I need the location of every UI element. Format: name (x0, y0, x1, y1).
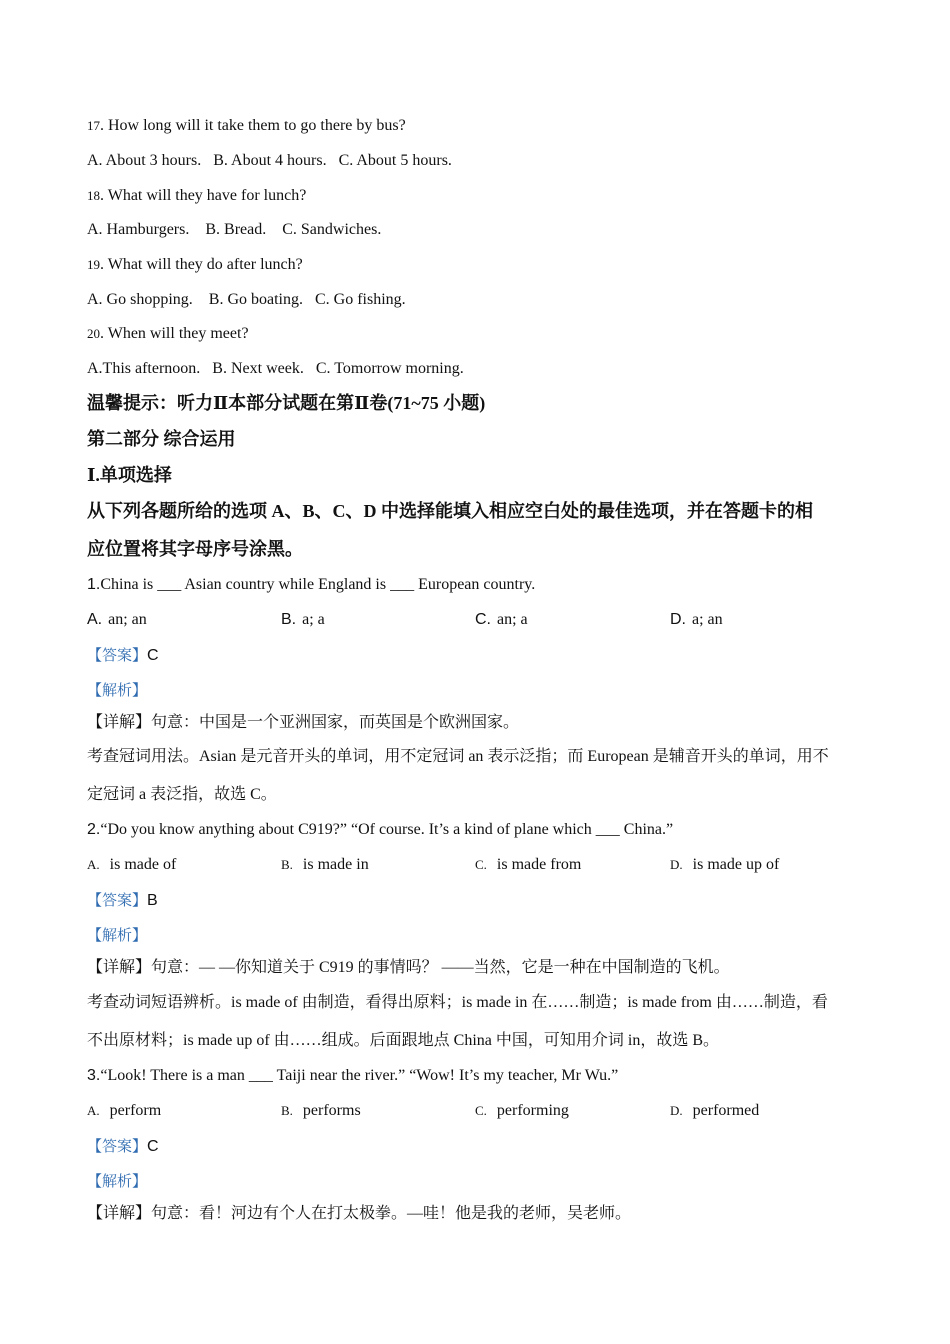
answer-label: 【答案】 (87, 646, 148, 664)
question-stem: China is ___ Asian country while England is ___ European country. (100, 576, 536, 593)
section-title: Ⅰ.单项选择 (87, 465, 172, 485)
analysis-label: 【解析】 (87, 926, 148, 944)
question-stem: “Look! There is a man ___ Taiji near the river.” “Wow! It’s my teacher, Mr Wu.” (100, 1067, 619, 1084)
option-a: A. an; an (87, 611, 147, 628)
option-a: A. perform (87, 1102, 162, 1119)
question-number: 2. (87, 821, 101, 838)
listening-options-19: A. Go shopping. B. Go boating. C. Go fishing. (87, 291, 406, 308)
option-b: B. a; a (281, 611, 325, 628)
question-text: How long will it take them to go there by bus? (108, 117, 406, 134)
answer-label: 【答案】 (87, 891, 148, 909)
part-title: 第二部分 综合运用 (87, 429, 236, 449)
answer-label: 【答案】 (87, 1137, 148, 1155)
question-number: 18 (87, 188, 100, 203)
question-number: 1. (87, 576, 101, 593)
analysis-label: 【解析】 (87, 681, 148, 699)
explanation-line-2: 定冠词 a 表泛指，故选 C。 (87, 786, 277, 803)
listening-options-17: A. About 3 hours. B. About 4 hours. C. About 5 hours. (87, 152, 452, 169)
detail-text: 【详解】句意：中国是一个亚洲国家，而英国是个欧洲国家。 (87, 714, 520, 731)
listening-question-18: 18. What will they have for lunch? (87, 187, 307, 204)
explanation-line-1: 考查冠词用法。Asian 是元音开头的单词，用不定冠词 an 表示泛指；而 European 是辅音开头的单词，用不 (87, 748, 829, 765)
answer-line (87, 889, 158, 912)
listening-question-20: 20. When will they meet? (87, 325, 249, 342)
question-text: What will they have for lunch? (107, 187, 307, 204)
question-1 (87, 574, 535, 596)
option-c: C. performing (475, 1102, 569, 1119)
question-text: What will they do after lunch? (107, 256, 303, 273)
option-d: D. performed (670, 1102, 760, 1119)
answer-line (87, 1135, 159, 1158)
question-stem: “Do you know anything about C919?” “Of course. It’s a kind of plane which ___ China.” (100, 821, 674, 838)
analysis-label: 【解析】 (87, 1172, 148, 1190)
listening-options-20: A.This afternoon. B. Next week. C. Tomorrow morning. (87, 360, 464, 377)
answer-line (87, 644, 159, 667)
instruction-line-1: 从下列各题所给的选项 A、B、C、D 中选择能填入相应空白处的最佳选项，并在答题卡的相 (87, 501, 813, 521)
option-d: D. is made up of (670, 856, 780, 873)
answer-value: B (147, 892, 158, 909)
question-number: 20 (87, 326, 100, 341)
detail-text: 【详解】句意：看！河边有个人在打太极拳。—哇！他是我的老师，吴老师。 (87, 1205, 632, 1222)
question-text: When will they meet? (107, 325, 249, 342)
listening-options-18: A. Hamburgers. B. Bread. C. Sandwiches. (87, 221, 382, 238)
tip-heading: 温馨提示：听力Ⅱ本部分试题在第Ⅱ卷(71~75 小题) (87, 393, 486, 413)
question-number: 17 (87, 118, 100, 133)
option-b: B. is made in (281, 856, 369, 873)
option-c: C. is made from (475, 856, 582, 873)
option-c: C. an; a (475, 611, 528, 628)
detail-text: 【详解】句意：— —你知道关于 C919 的事情吗？ ——当然，它是一种在中国制造的飞机。 (87, 959, 730, 976)
question-number: 19 (87, 257, 100, 272)
option-b: B. performs (281, 1102, 361, 1119)
explanation-line-2: 不出原材料；is made up of 由……组成。后面跟地点 China 中国，可知用介词 in，故选 B。 (87, 1032, 719, 1049)
answer-value: C (147, 1138, 159, 1155)
listening-question-17: 17. How long will it take them to go there by bus? (87, 117, 406, 134)
question-3 (87, 1065, 618, 1087)
listening-question-19: 19. What will they do after lunch? (87, 256, 303, 273)
answer-value: C (147, 647, 159, 664)
option-d: D. a; an (670, 611, 723, 628)
question-2 (87, 819, 673, 841)
instruction-line-2: 应位置将其字母序号涂黑。 (87, 539, 303, 559)
question-number: 3. (87, 1067, 101, 1084)
explanation-line-1: 考查动词短语辨析。is made of 由制造，看得出原料；is made in 在……制造；is made from 由……制造，看 (87, 994, 828, 1011)
option-a: A. is made of (87, 856, 177, 873)
